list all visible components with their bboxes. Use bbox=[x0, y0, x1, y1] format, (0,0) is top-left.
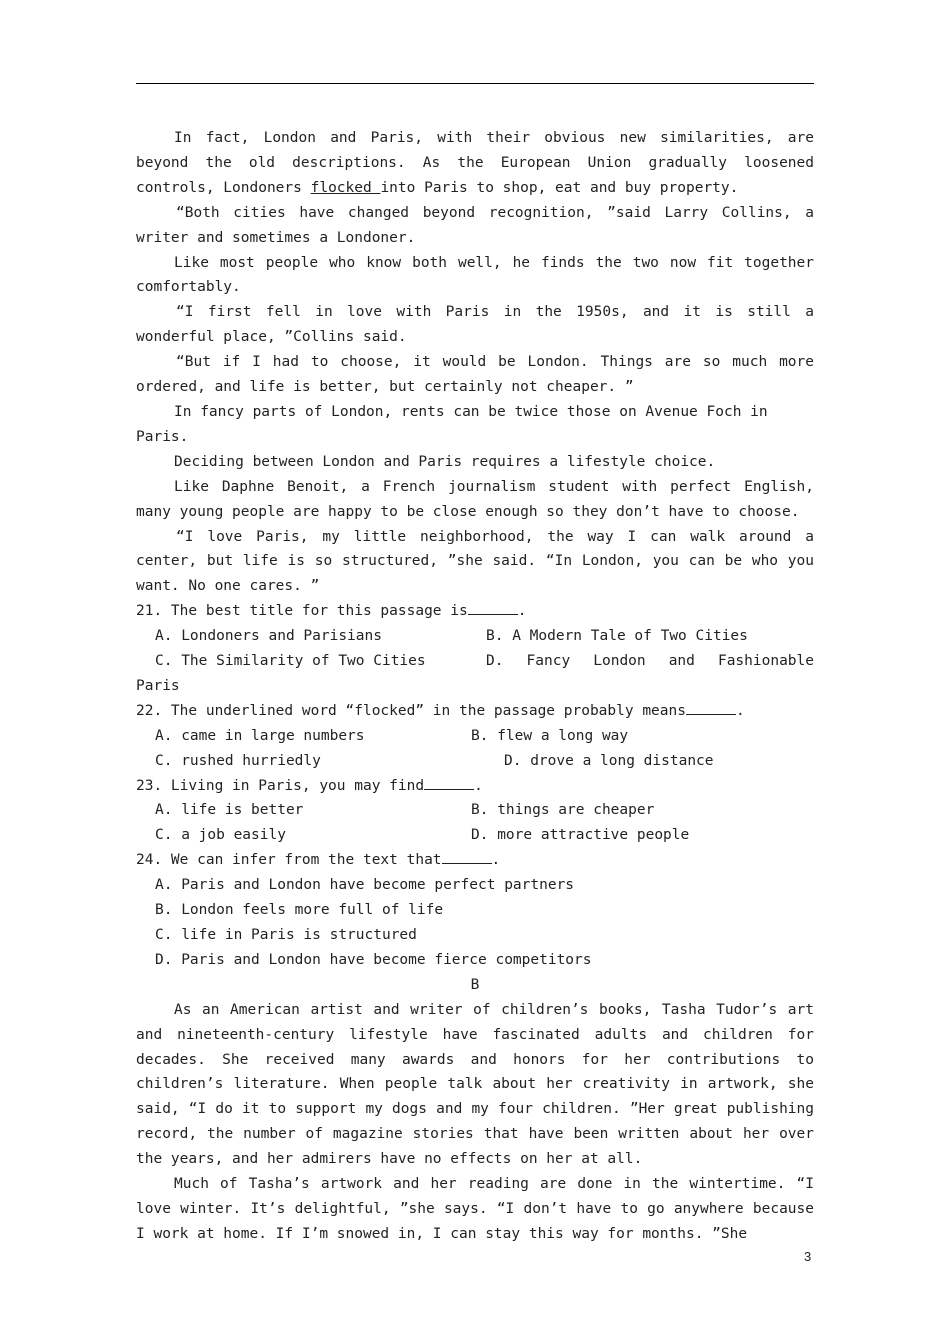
option-c: C. a job easily bbox=[155, 827, 286, 844]
question-22-options-row1 bbox=[136, 724, 814, 749]
option-d: D. Fancy London and Fashionable bbox=[486, 653, 814, 670]
paragraph-a5: “But if I had to choose, it would be London. Things are so much more ordered, and life is better, but certainly not cheaper. ” bbox=[136, 354, 814, 396]
paragraph-a9: “I love Paris, my little neighborhood, the way I can walk around a center, but life is so structured, ”she said. “In London, you can be who you want. No one cares. ” bbox=[136, 528, 814, 595]
paragraph-a6: In fancy parts of London, rents can be twice those on Avenue Foch in Paris. bbox=[136, 403, 768, 445]
paragraph-a4: “I first fell in love with Paris in the 1950s, and it is still a wonderful place, ”Collins said. bbox=[136, 304, 814, 346]
option-b: B. flew a long way bbox=[471, 727, 629, 744]
option-c: C. life in Paris is structured bbox=[155, 927, 417, 943]
question-23-options-row2 bbox=[136, 823, 814, 848]
question-21-options-row1 bbox=[136, 624, 814, 649]
answer-blank bbox=[468, 600, 518, 615]
option-a: A. Paris and London have become perfect partners bbox=[155, 877, 575, 894]
answer-blank bbox=[424, 775, 474, 790]
header-rule bbox=[136, 83, 814, 84]
question-22-options-row2 bbox=[136, 749, 814, 774]
option-d: D. Paris and London have become fierce competitors bbox=[155, 951, 592, 968]
option-b: B. A Modern Tale of Two Cities bbox=[486, 628, 748, 645]
option-a: A. came in large numbers bbox=[155, 727, 365, 744]
question-23-options-row1 bbox=[136, 798, 814, 823]
paragraph-b1: As an American artist and writer of children’s books, Tasha Tudor’s art and nineteenth-century lifestyle have fascinated adults and children for decades. She received many awards and honors for her contributions to children’s literature. When people talk about her creativity in artwork, she said, “I do it to support my dogs and my four children. ”Her great publishing record, the number of magazine stories that have been written about her over the years, and her admirers have no effects on her at all. bbox=[136, 1001, 814, 1168]
option-b: B. things are cheaper bbox=[471, 802, 655, 819]
question-24-options bbox=[136, 873, 814, 973]
option-d-continued: Paris bbox=[136, 677, 180, 694]
question-21-options-row2 bbox=[136, 649, 814, 674]
answer-blank bbox=[442, 849, 492, 864]
option-b: B. London feels more full of life bbox=[155, 902, 444, 919]
paragraph-a2: “Both cities have changed beyond recognition, ”said Larry Collins, a writer and sometimes a Londoner. bbox=[136, 204, 814, 246]
option-c: C. The Similarity of Two Cities bbox=[155, 653, 426, 670]
option-d: D. drove a long distance bbox=[504, 752, 714, 769]
option-a: A. life is better bbox=[155, 802, 304, 819]
page-content bbox=[136, 126, 814, 1247]
option-d: D. more attractive people bbox=[471, 827, 690, 844]
option-a: A. Londoners and Parisians bbox=[155, 628, 382, 645]
page-number: 3 bbox=[804, 1249, 812, 1264]
question-21-stem: 21. The best title for this passage is . bbox=[136, 599, 814, 624]
paragraph-a3: Like most people who know both well, he finds the two now fit together comfortably. bbox=[136, 254, 814, 296]
question-23-stem: 23. Living in Paris, you may find . bbox=[136, 774, 814, 799]
answer-blank bbox=[686, 700, 736, 715]
option-c: C. rushed hurriedly bbox=[155, 752, 321, 769]
section-heading-b: B bbox=[470, 976, 480, 993]
paragraph-a8: Like Daphne Benoit, a French journalism student with perfect English, many young people are happy to be close enough so they don’t have to choose. bbox=[136, 478, 814, 520]
paragraph-a7: Deciding between London and Paris requires a lifestyle choice. bbox=[174, 453, 716, 470]
paragraph-a1: In fact, London and Paris, with their obvious new similarities, are beyond the old descriptions. As the European Union gradually loosened controls, Londoners flocked into Paris to shop, eat and buy property. bbox=[136, 130, 814, 196]
question-22-stem: 22. The underlined word “flocked” in the passage probably means . bbox=[136, 699, 814, 724]
question-24-stem: 24. We can infer from the text that . bbox=[136, 848, 814, 873]
underlined-word-flocked: flocked bbox=[310, 179, 381, 196]
paragraph-b2: Much of Tasha’s artwork and her reading are done in the wintertime. “I love winter. It’s delightful, ”she says. “I don’t have to go anywhere because I work at home. If I’m snowed in, I can stay this way for months. ”She bbox=[136, 1176, 814, 1242]
